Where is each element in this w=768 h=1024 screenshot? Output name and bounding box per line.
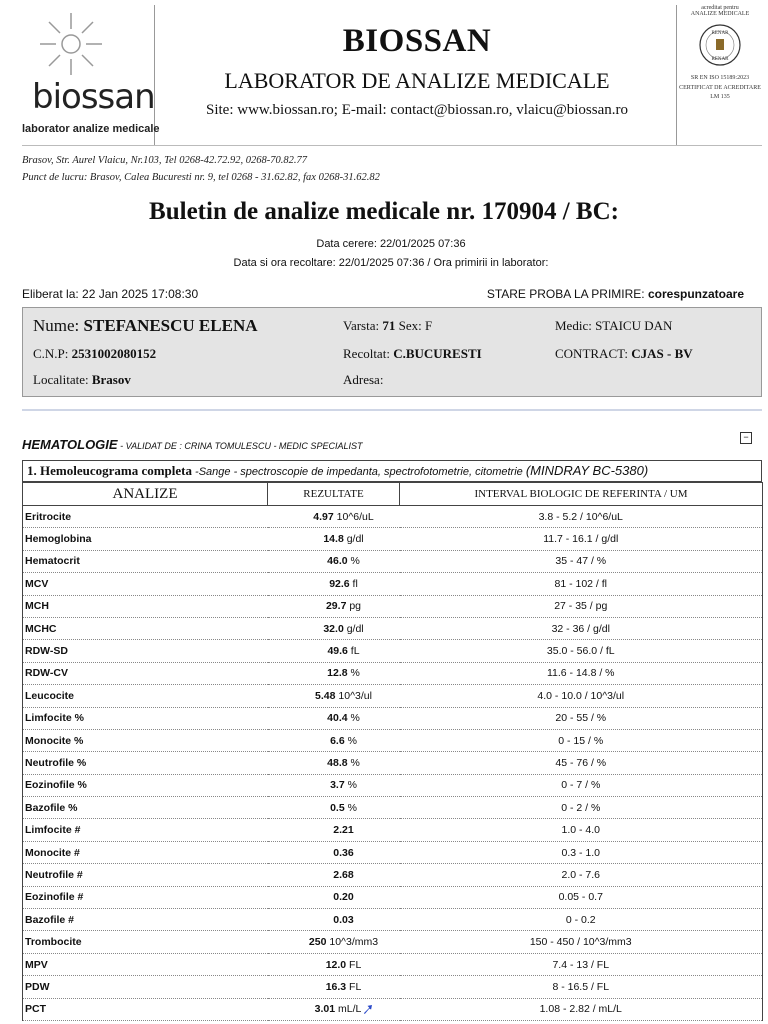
analysis-name: Monocite % xyxy=(23,729,268,751)
table-row xyxy=(23,998,763,1020)
seal-top-text: RENAR xyxy=(711,31,729,36)
result-value: 4.97 xyxy=(313,510,334,523)
patient-contract-value: CJAS - BV xyxy=(631,346,693,361)
result-unit: % xyxy=(344,734,357,747)
sample-state-value: corespunzatoare xyxy=(647,287,744,301)
result-unit: mL/L xyxy=(335,1003,362,1016)
result-unit: % xyxy=(347,555,360,568)
analysis-result xyxy=(268,797,400,819)
table-row xyxy=(23,976,763,998)
patient-doctor xyxy=(555,318,672,334)
bulletin-title: Buletin de analize medicale nr. 170904 / BC: xyxy=(149,198,619,225)
patient-collected-value: C.BUCURESTI xyxy=(393,346,482,361)
table-row xyxy=(23,550,763,572)
table-row xyxy=(23,819,763,841)
reference-range: 7.4 - 13 / FL xyxy=(400,953,763,975)
result-value: 3.01 xyxy=(314,1003,336,1016)
lab-name: BIOSSAN xyxy=(342,23,492,59)
table-row xyxy=(23,617,763,639)
collection-date: Data si ora recoltare: 22/01/2025 07:36 / Ora primirii in laborator: xyxy=(233,257,549,269)
analysis-result xyxy=(268,864,400,886)
patient-name-value: STEFANESCU ELENA xyxy=(83,316,258,335)
analysis-name: Limfocite # xyxy=(23,819,268,841)
logo-brand-text: biossan xyxy=(32,77,155,117)
reference-range: 0.05 - 0.7 xyxy=(400,886,763,908)
analysis-name: RDW-CV xyxy=(23,662,268,684)
analysis-result xyxy=(268,662,400,684)
results-body xyxy=(23,506,763,1021)
result-value: 40.4 xyxy=(327,712,348,725)
result-unit: FL xyxy=(346,980,362,993)
lab-header xyxy=(22,5,762,146)
table-row xyxy=(23,506,763,528)
table-row xyxy=(23,797,763,819)
lab-logo xyxy=(22,5,160,145)
request-date: Data cerere: 22/01/2025 07:36 xyxy=(316,238,466,250)
col-header-analyses: ANALIZE xyxy=(23,483,268,506)
reference-range: 11.7 - 16.1 / g/dl xyxy=(400,528,763,550)
accreditation-badge xyxy=(676,5,763,145)
table-row xyxy=(23,640,763,662)
analysis-name: Bazofile # xyxy=(23,909,268,931)
analysis-result xyxy=(268,774,400,796)
patient-collected xyxy=(343,346,482,362)
result-unit: % xyxy=(344,801,357,814)
table-row xyxy=(23,953,763,975)
test-name: 1. Hemoleucograma completa xyxy=(27,463,192,478)
result-unit: pg xyxy=(346,600,362,613)
cert-number: LM 135 xyxy=(710,94,730,100)
lab-address xyxy=(22,152,380,186)
analysis-result xyxy=(268,685,400,707)
analysis-result xyxy=(268,729,400,751)
reference-range: 0 - 2 / % xyxy=(400,797,763,819)
patient-address: Adresa: xyxy=(343,372,384,387)
lab-contact-line: Site: www.biossan.ro; E-mail: contact@biossan.ro, vlaicu@biossan.ro xyxy=(206,102,628,118)
reference-range: 35 - 47 / % xyxy=(400,550,763,572)
table-row xyxy=(23,707,763,729)
result-unit: % xyxy=(344,779,357,792)
result-value: 92.6 xyxy=(329,577,350,590)
col-header-results: REZULTATE xyxy=(268,483,400,506)
result-value: 46.0 xyxy=(327,555,348,568)
patient-sex-value: F xyxy=(424,318,433,333)
analysis-name: Neutrofile % xyxy=(23,752,268,774)
analysis-result xyxy=(268,953,400,975)
patient-doctor-label: Medic: xyxy=(555,318,596,333)
patient-age-sex xyxy=(343,318,432,334)
sample-state xyxy=(487,287,744,301)
patient-cnp-label: C.N.P: xyxy=(33,346,72,361)
reference-range: 150 - 450 / 10^3/mm3 xyxy=(400,931,763,953)
arrow-up-icon xyxy=(363,1005,372,1014)
analysis-result xyxy=(268,819,400,841)
table-row xyxy=(23,595,763,617)
table-row xyxy=(23,909,763,931)
result-unit: 10^3/mm3 xyxy=(326,936,379,949)
analysis-name: MCHC xyxy=(23,617,268,639)
analysis-result xyxy=(268,998,400,1020)
patient-locality xyxy=(33,372,131,388)
reference-range: 0 - 0.2 xyxy=(400,909,763,931)
analysis-name: Eozinofile % xyxy=(23,774,268,796)
analysis-name: Neutrofile # xyxy=(23,864,268,886)
result-value: 16.3 xyxy=(325,980,347,993)
analysis-result xyxy=(268,550,400,572)
result-value: 14.8 xyxy=(323,533,344,546)
address-line-2: Punct de lucru: Brasov, Calea Bucuresti nr. 9, tel 0268 - 31.62.82, fax 0268-31.62.82 xyxy=(22,172,380,183)
analysis-result xyxy=(268,886,400,908)
result-value: 250 xyxy=(308,936,327,949)
analysis-result xyxy=(268,640,400,662)
analysis-result xyxy=(268,595,400,617)
result-unit: g/dl xyxy=(343,622,364,635)
result-value: 0.36 xyxy=(333,846,354,859)
analysis-result xyxy=(268,976,400,998)
section-divider xyxy=(22,409,762,411)
reference-range: 2.0 - 7.6 xyxy=(400,864,763,886)
analysis-result xyxy=(268,573,400,595)
result-unit: fl xyxy=(349,577,358,590)
patient-name xyxy=(33,316,258,336)
result-value: 32.0 xyxy=(323,622,344,635)
patient-cnp xyxy=(33,346,156,362)
patient-name-label: Nume: xyxy=(33,316,84,335)
result-value: 0.03 xyxy=(333,913,354,926)
analysis-name: Hematocrit xyxy=(23,550,268,572)
result-value: 2.68 xyxy=(333,868,354,881)
table-row xyxy=(23,573,763,595)
result-value: 0.5 xyxy=(330,801,345,814)
analysis-name: Eritrocite xyxy=(23,506,268,528)
section-heading xyxy=(22,437,762,452)
reference-range: 45 - 76 / % xyxy=(400,752,763,774)
sample-state-label: STARE PROBA LA PRIMIRE: xyxy=(486,287,648,301)
sun-logo-icon xyxy=(36,9,106,79)
analysis-name: RDW-SD xyxy=(23,640,268,662)
table-row xyxy=(23,752,763,774)
section-title: HEMATOLOGIE xyxy=(22,437,118,452)
address-line-1: Brasov, Str. Aurel Vlaicu, Nr.103, Tel 0268-42.72.92, 0268-70.82.77 xyxy=(22,155,307,166)
analysis-name: PDW xyxy=(23,976,268,998)
analysis-result xyxy=(268,528,400,550)
result-unit: g/dl xyxy=(343,533,364,546)
result-unit: % xyxy=(347,712,360,725)
seal-bottom-text: RENAR xyxy=(711,57,729,62)
analysis-name: MCV xyxy=(23,573,268,595)
patient-locality-label: Localitate: xyxy=(33,372,92,387)
analysis-name: MPV xyxy=(23,953,268,975)
cert-title: ANALIZE MEDICALE xyxy=(690,11,750,17)
patient-locality-value: Brasov xyxy=(91,372,131,387)
reference-range: 0.3 - 1.0 xyxy=(400,841,763,863)
patient-contract-label: CONTRACT: xyxy=(555,346,632,361)
test-method: -Sange - spectroscopie de impedanta, spectrofotometrie, citometrie xyxy=(191,466,526,478)
result-unit: FL xyxy=(346,958,362,971)
analysis-name: MCH xyxy=(23,595,268,617)
analysis-result xyxy=(268,931,400,953)
reference-range: 1.0 - 4.0 xyxy=(400,819,763,841)
patient-info-box xyxy=(22,307,762,397)
result-value: 29.7 xyxy=(325,600,347,613)
lab-subtitle: LABORATOR DE ANALIZE MEDICALE xyxy=(224,68,610,93)
reference-range: 0 - 15 / % xyxy=(400,729,763,751)
table-row xyxy=(23,886,763,908)
reference-range: 27 - 35 / pg xyxy=(400,595,763,617)
logo-subtitle: laborator analize medicale xyxy=(22,123,160,135)
section-validated: - VALIDAT DE : CRINA TOMULESCU - MEDIC SPECIALIST xyxy=(117,441,363,451)
table-row xyxy=(23,662,763,684)
cert-top-text: acreditat pentru xyxy=(701,5,739,11)
minus-box-icon[interactable]: − xyxy=(740,432,752,444)
table-row xyxy=(23,774,763,796)
analysis-result xyxy=(268,617,400,639)
results-header-row xyxy=(23,483,763,506)
reference-range: 32 - 36 / g/dl xyxy=(400,617,763,639)
analysis-result xyxy=(268,909,400,931)
patient-doctor-value: STAICU DAN xyxy=(595,318,673,333)
result-value: 12.0 xyxy=(325,958,347,971)
table-row xyxy=(23,685,763,707)
analysis-name: Bazofile % xyxy=(23,797,268,819)
cert-standard: SR EN ISO 15189:2023 xyxy=(690,75,750,81)
analysis-name: Hemoglobina xyxy=(23,528,268,550)
result-value: 5.48 xyxy=(315,689,336,702)
analysis-name: Monocite # xyxy=(23,841,268,863)
table-row xyxy=(23,841,763,863)
result-value: 6.6 xyxy=(330,734,345,747)
patient-collected-label: Recoltat: xyxy=(343,346,394,361)
reference-range: 20 - 55 / % xyxy=(400,707,763,729)
table-row xyxy=(23,528,763,550)
renar-seal-icon xyxy=(698,23,742,67)
reference-range: 3.8 - 5.2 / 10^6/uL xyxy=(400,506,763,528)
table-row xyxy=(23,729,763,751)
issued-date: Eliberat la: 22 Jan 2025 17:08:30 xyxy=(22,287,199,301)
cert-line: CERTIFICAT DE ACREDITARE xyxy=(679,85,761,91)
analysis-result xyxy=(268,841,400,863)
test-device: (MINDRAY BC-5380) xyxy=(525,463,649,478)
result-value: 0.20 xyxy=(333,891,354,904)
patient-sex-label: Sex: xyxy=(395,318,425,333)
result-unit: 10^3/ul xyxy=(335,689,372,702)
analysis-name: Leucocite xyxy=(23,685,268,707)
reference-range: 81 - 102 / fl xyxy=(400,573,763,595)
table-row xyxy=(23,864,763,886)
results-table xyxy=(22,482,763,1021)
reference-range: 8 - 16.5 / FL xyxy=(400,976,763,998)
patient-cnp-value: 2531002080152 xyxy=(71,346,157,361)
analysis-result xyxy=(268,506,400,528)
reference-range: 11.6 - 14.8 / % xyxy=(400,662,763,684)
result-unit: % xyxy=(347,667,360,680)
analysis-name: PCT xyxy=(23,998,268,1020)
analysis-name: Eozinofile # xyxy=(23,886,268,908)
lab-title-block xyxy=(162,5,672,119)
result-unit: % xyxy=(347,756,360,769)
test-title xyxy=(22,460,762,482)
result-unit: 10^6/uL xyxy=(333,510,374,523)
reference-range: 1.08 - 2.82 / mL/L xyxy=(400,998,763,1020)
result-value: 3.7 xyxy=(330,779,345,792)
reference-range: 4.0 - 10.0 / 10^3/ul xyxy=(400,685,763,707)
result-value: 12.8 xyxy=(327,667,348,680)
result-value: 2.21 xyxy=(333,824,354,837)
result-value: 49.6 xyxy=(327,645,348,658)
col-header-reference: INTERVAL BIOLOGIC DE REFERINTA / UM xyxy=(400,483,763,506)
reference-range: 0 - 7 / % xyxy=(400,774,763,796)
reference-range: 35.0 - 56.0 / fL xyxy=(400,640,763,662)
result-value: 48.8 xyxy=(327,756,348,769)
result-unit: fL xyxy=(347,645,360,658)
analysis-result xyxy=(268,707,400,729)
patient-age-value: 71 xyxy=(382,318,396,333)
table-row xyxy=(23,931,763,953)
patient-contract xyxy=(555,346,693,362)
analysis-name: Limfocite % xyxy=(23,707,268,729)
analysis-name: Trombocite xyxy=(23,931,268,953)
patient-age-label: Varsta: xyxy=(343,318,383,333)
analysis-result xyxy=(268,752,400,774)
